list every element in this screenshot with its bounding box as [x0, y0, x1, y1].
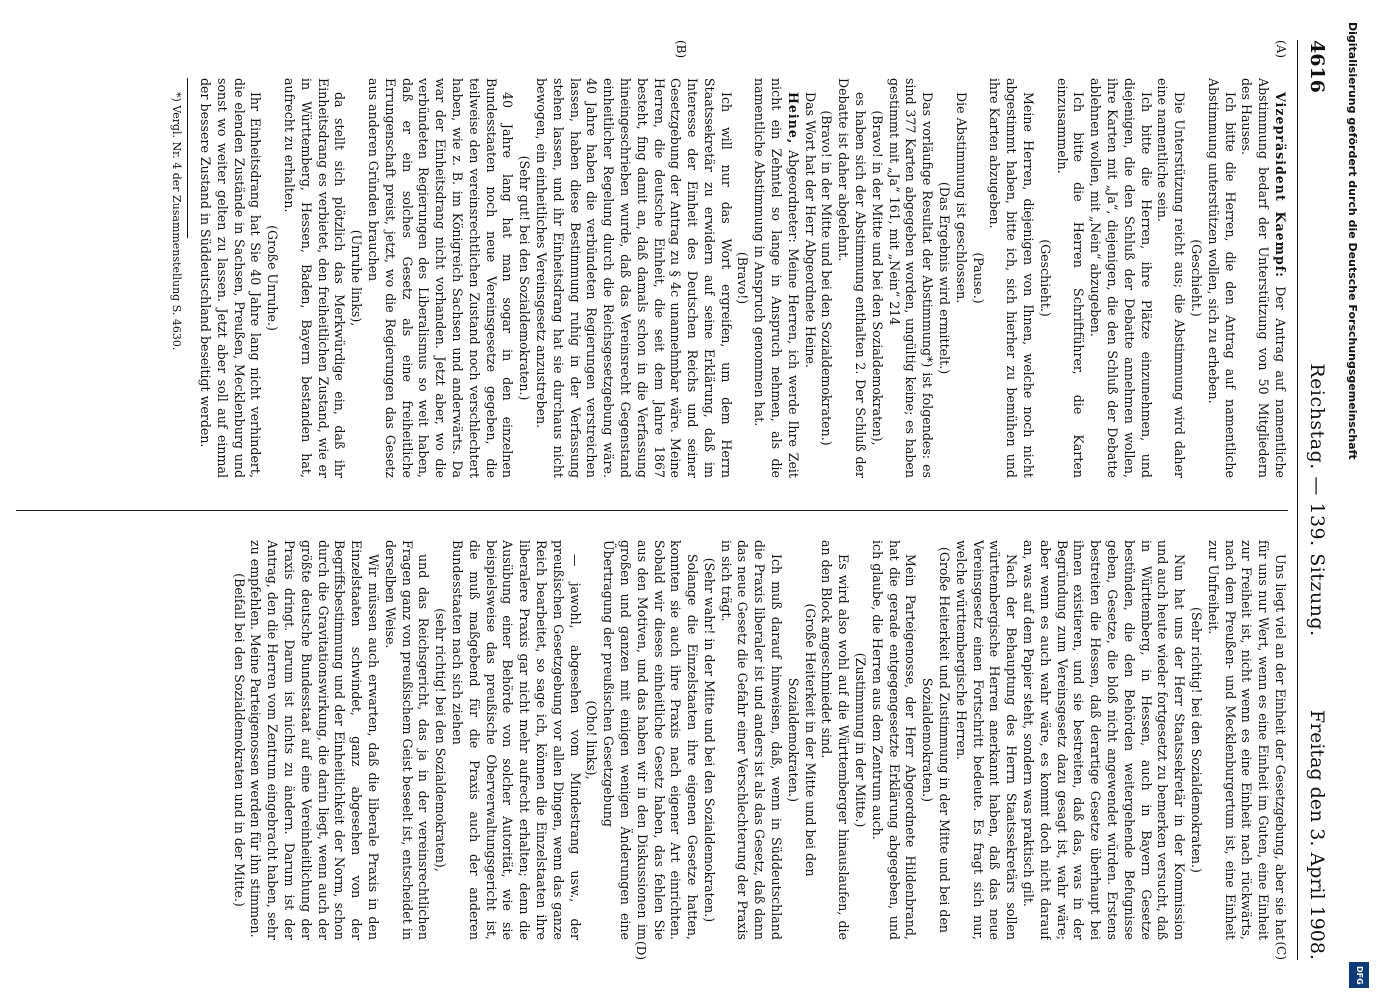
paragraph: Ich will nur das Wort ergreifen, um dem Herrn Staatssekretär zu erwidern auf seine Erklärung, daß im Interesse der Einheit des Deutschen Reichs und seiner Gesetzgebung der Antrag zu § 4c unannehmbar wäre. Meine Herren, die deutsche Einheit, die seit dem Jahre 1867 besteht, fing damit an, daß damals schon in die Verfassung hineingeschrieben wurde, daß das Vereinsrecht Gegenstand einheitlicher Regelung durch die Reichsgesetzgebung wäre. 40 Jahre haben die verbündeten Regierungen verstreichen lassen, haben diese Bestimmung ruhig in der Verfassung stehen lassen, und ihr Einheitsdrang hat sie durchaus nicht bewogen, ein einheitliches Vereinsgesetz anzustreben.: [533, 78, 734, 478]
paragraph: Ich bitte die Herren, die den Antrag auf namentliche Abstimmung unterstützen wollen, sich zu erheben.: [1205, 78, 1238, 478]
paragraph: Solange die Einzelstaaten ihre eigenen Gesetze hatten, konnten sie auch ihre Praxis nach eigener Art einrichten. Sobald wir dieses einheitliche Gesetz haben, das fehlen Sie aus den Motiven, und das haben wir in den Diskussionen im großen und ganzen mit einigen wenigen Änderungen eine Übertragung der preußischen Gesetzgebung: [601, 540, 701, 940]
margin-marker-c: (C): [1274, 941, 1288, 960]
margin-marker-b: (B): [674, 40, 688, 59]
speaker-name: Vizepräsident Kaempf:: [1273, 92, 1288, 278]
stage-direction: (Oho! links),: [584, 700, 600, 780]
speaker-text: Abgeordneter: Meine Herren, ich werde Ihre Zeit nicht ein Zehntel so lange in Anspruch nehmen, als die namentliche Abstimmung in Anspruch genommen hat.: [752, 78, 801, 478]
stage-direction: (Bravo!): [735, 251, 751, 305]
stage-direction: (Geschieht.): [1189, 239, 1205, 317]
paragraph: da stellt sich plötzlich das Merkwürdige ein, daß ihr Einheitsdrang es verbietet, den freiheitlichen Zustand, wie er in Württemberg, Hessen, Baden, Bayern bestanden hat, aufrecht zu erhalten.: [281, 78, 348, 478]
paragraph: und das Reichsgericht, das ja in der vereinsrechtlichen Fragen ganz von preußischem Geist beseelt ist, entscheidet in derselben Weise.: [382, 540, 432, 940]
stage-direction: (Beifall bei den Sozialdemokraten und in der Mitte.): [231, 573, 247, 907]
paragraph: Die Unterstützung reicht aus; die Abstimmung wird daher eine namentliche sein.: [1155, 78, 1188, 478]
text-columns: [16, 40, 1288, 960]
stage-direction: (Große Unruhe.): [265, 225, 281, 331]
stage-direction: (Bravo! in der Mitte und bei den Sozialdemokraten.): [819, 110, 835, 446]
paragraph: Es wird also wohl auf die Württemberger hinauslaufen, die an den Block angeschmiedet sind.: [819, 540, 852, 940]
speaker-name: Heine,: [785, 92, 801, 145]
paragraph: Ihr Einheitsdrang hat Sie 40 Jahre lang nicht verhindert, die elenden Zustände in Sachsen, Preußen, Mecklenburg und sonst wo weiter gelten zu lassen. Jetzt aber soll auf einmal der bessere Zustand in Süddeutschland beseitigt werden.: [198, 78, 264, 478]
paragraph: Wir müssen auch erwarten, daß die liberale Praxis in den Einzelstaaten schwindet, ganz abgesehen von der Begriffsbestimmung und der Einheitlichkeit der Norm, schon durch die Gravitationswirkung, die darin liegt, wenn auch der größte deutsche Bundesstaat auf eine Vereinheitlichung der Praxis dringt. Darum ist nichts zu ändern. Darum ist der Antrag, den die Herren vom Zentrum eingebracht haben, sehr zu empfehlen. Meine Parteigenossen werden für ihn stimmen.: [248, 540, 381, 940]
right-column: [16, 540, 1288, 940]
speaker-paragraph: [751, 78, 801, 478]
margin-marker-a: (A): [1274, 40, 1288, 59]
paragraph: Die Abstimmung ist geschlossen.: [953, 92, 969, 304]
session-date: Freitag den 3. April 1908.: [1306, 709, 1328, 960]
paragraph: Ich bitte die Herren Schriftführer, die Karten einzusammeln.: [1054, 78, 1087, 478]
paragraph: Mein Parteigenosse, der Herr Abgeordnete Hildenbrand, hat die gerade entgegengesetzte Erklärung abgegeben, und ich glaube, die Herren aus dem Zentrum auch.: [869, 540, 919, 940]
stage-direction: (sehr richtig! bei den Sozialdemokraten),: [433, 608, 449, 872]
stage-direction: (Sehr wahr! in der Mitte und bei den Sozialdemokraten.): [701, 557, 717, 923]
speaker-text: Der Antrag auf namentliche Abstimmung bedarf der Unterstützung von 50 Mitgliedern des Hauses.: [1239, 78, 1288, 478]
footnote: *) Vergl. Nr. 4 der Zusammenstellung S. 4630.: [170, 92, 184, 351]
stage-direction: (Zustimmung in der Mitte.): [853, 652, 869, 828]
page-title: Reichstag. — 139. Sitzung.: [1306, 363, 1328, 637]
paragraph: es haben sich der Abstimmung enthalten 2. Der Schluß der Debatte ist daher abgelehnt.: [836, 78, 869, 478]
stage-direction: (Geschieht.): [1037, 239, 1053, 317]
stage-direction: (Große Heiterkeit in der Mitte und bei den Sozialdemokraten.): [785, 603, 818, 877]
stage-direction: (Pause.): [970, 252, 986, 304]
paragraph: Uns liegt viel an der Einheit der Gesetzgebung, aber sie hat für uns nur Wert, wenn es eine Einheit im Guten, eine Einheit zur Freiheit ist, nicht wenn es eine Einheit nach rückwärts, nach dem Preußen- und Mecklenburgertum ist, eine Einheit zur Unfreiheit.: [1205, 540, 1288, 940]
page-number: 4616: [1306, 40, 1328, 93]
stage-direction: (Große Heiterkeit und Zustimmung in der Mitte und bei den Sozialdemokraten.): [920, 546, 953, 934]
paragraph: Ich bitte die Herren, ihre Plätze einzunehmen, und diejenigen, die den Schluß der Debatte annehmen wollen, ihre Karten mit „Ja“, diejenigen, die den Schluß der Debatte ablehnen wollen, mit „Nein“ abzugeben.: [1088, 78, 1154, 478]
page-header: [1297, 40, 1332, 960]
stage-direction: (Sehr richtig! bei den Sozialdemokraten.): [1189, 607, 1205, 873]
left-column: [16, 78, 1288, 478]
dfg-logo: DFG: [1349, 962, 1369, 988]
paragraph: 40 Jahre lang hat man sogar in den einzelnen Bundesstaaten noch neue Vereinsgesetze gegeben, die teilweise den vereinsrechtlichen Zustand noch verschlechtert haben, wie z. B. im Königreich Sachsen und anderwärts. Da war der Einheitsdrang nicht vorhanden. Jetzt aber, wo die verbündeten Regierungen des Liberalismus so weit haben, daß er ein solches Gesetz als eine freiheitliche Errungenschaft preist, jetzt, wo die Regierungen das Gesetz aus anderen Gründen brauchen: [365, 78, 516, 478]
stage-direction: (Bravo! in der Mitte und bei den Sozialdemokraten),: [869, 110, 885, 446]
stage-direction: (Das Ergebnis wird ermittelt.): [937, 181, 953, 375]
margin-marker-d: (D): [634, 941, 648, 960]
stage-direction: (Sehr gut! bei den Sozialdemokraten.): [517, 155, 533, 401]
paragraph: Das vorläufige Resultat der Abstimmung*) ist folgendes: es sind 377 Karten abgegeben worden, ungültig keine; es haben gestimmt mit „Ja“ 161, mit „Nein“ 214: [886, 78, 936, 478]
stage-direction: (Unruhe links),: [349, 229, 365, 327]
column-divider: [16, 510, 1288, 511]
paragraph: Das Wort hat der Herr Abgeordnete Heine.: [802, 92, 818, 368]
paragraph: Nun hat uns der Herr Staatssekretär in der Kommission und auch heute wieder fortgesetzt zu bemerken versucht, daß in Württemberg, in Hessen, auch in Bayern Gesetze bestünden, die den Behörden weitergehende Befugnisse geben, Gesetze, die bloß nicht angewendet würden. Erstens bestreiten die Hessen, daß derartige Gesetze überhaupt bei ihnen existieren, und sie bestreiten, daß das, was in der Begründung zum Vereinsgesetz dazu gesagt ist, wahr wäre; aber wenn es auch wahr wäre, es kommt doch nicht darauf an, was auf dem Papier steht, sondern was praktisch gilt.: [1021, 540, 1188, 940]
paragraph: — jawohl, abgesehen vom Mindestrang usw., der preußischen Gesetzgebung vor allen Dingen, wenn das ganze Reich bearbeitet, so sage ich, können die Einzelstaaten ihre liberalere Praxis gar nicht mehr aufrecht erhalten; denn die Ausübung einer Behörde von solcher Autorität, wie sie beispielsweise das preußische Oberverwaltungsgericht ist, die muß maßgebend für die Praxis auch der anderen Bundesstaaten nach sich ziehen: [449, 540, 583, 940]
footnote-rule: [187, 78, 188, 238]
speaker-paragraph: [1238, 78, 1288, 478]
paragraph: Ich muß darauf hinweisen, daß, wenn in Süddeutschland die Praxis liberaler ist und anders ist als das Gesetz, daß dann das neue Gesetz die Gefahr einer Verschlechterung der Praxis in sich trägt.: [718, 540, 785, 940]
paragraph: Nach der Behauptung des Herrn Staatssekretärs sollen württembergische Herren anerkannt haben, daß das neue Vereinsgesetz einen Fortschritt bedeute. Es fragt sich nur, welche württembergische Herren.: [953, 540, 1020, 940]
digitization-credit: Digitalisierung gefördert durch die Deutsche Forschungsgemeinschaft: [1346, 22, 1359, 460]
paragraph: Meine Herren, diejenigen von Ihnen, welche noch nicht abgestimmt haben, bitte ich, sich hierher zu bemühen und ihre Karten abzugeben.: [987, 78, 1037, 478]
